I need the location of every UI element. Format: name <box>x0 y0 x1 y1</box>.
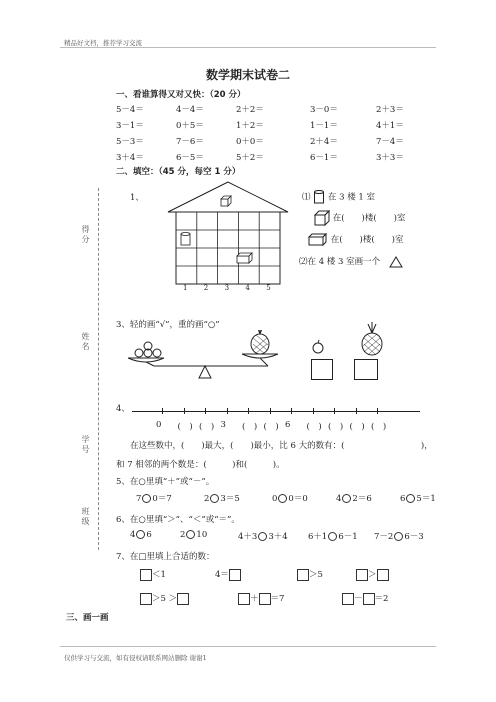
operand: 6 <box>400 494 406 504</box>
calc-problem[interactable]: 7－6＝ <box>176 137 204 147</box>
calc-problem[interactable]: 7－4＝ <box>376 137 404 147</box>
blank-box[interactable] <box>342 593 354 605</box>
calc-problem[interactable]: 1＋2＝ <box>236 121 264 131</box>
calc-problem[interactable]: 5－4＝ <box>116 105 144 115</box>
calc-problem[interactable]: 2＋4＝ <box>310 137 338 147</box>
floor-label: 2 <box>203 284 209 292</box>
operand: 10 <box>196 530 208 540</box>
apple-icon <box>311 340 325 354</box>
cube-icon <box>314 210 330 226</box>
q7-row2-item3 <box>342 592 388 605</box>
blank-box[interactable] <box>238 593 250 605</box>
circle-problem <box>374 530 424 542</box>
blank-box[interactable] <box>259 593 271 605</box>
q7-text-part: ＞5 <box>309 570 323 580</box>
q3-text: 3、轻的画“√”，重的画“○” <box>116 320 220 330</box>
answer-circle[interactable] <box>394 532 403 541</box>
q1-answer-cuboid[interactable]: 在( )楼( )室 <box>330 235 404 245</box>
calc-problem[interactable]: 6－5＝ <box>176 153 204 163</box>
calc-problem[interactable]: 6－1＝ <box>310 153 338 163</box>
floor-label: 4 <box>245 284 250 292</box>
calc-problem[interactable]: 3＋3＝ <box>376 153 404 163</box>
number-line-label[interactable]: ( ) <box>263 422 279 432</box>
margin-label-score: 得分 <box>81 225 90 245</box>
number-line-tick <box>205 408 206 414</box>
number-line-tick <box>334 408 335 414</box>
house-diagram <box>164 178 292 292</box>
answer-circle[interactable] <box>342 494 351 503</box>
answer-circle[interactable] <box>278 494 287 503</box>
q7-text-part: ＝7 <box>270 594 285 604</box>
number-line-tick <box>291 408 292 414</box>
q7-text-part: － <box>354 594 363 604</box>
number-line-label[interactable]: ( ) <box>199 422 215 432</box>
number-line-tick <box>377 408 378 414</box>
operand: 4 <box>336 494 342 504</box>
q7-text-part: 4＝ <box>215 570 229 580</box>
calc-problem[interactable]: 0＋5＝ <box>176 121 204 131</box>
footer-rule <box>60 646 436 647</box>
q1-item-3 <box>308 233 403 246</box>
blank-box[interactable] <box>140 569 152 581</box>
q7-text-part: ＜1 <box>152 570 166 580</box>
circle-problem <box>180 530 207 540</box>
operand: 4 <box>130 530 136 540</box>
q7-row1-item4 <box>356 568 389 581</box>
number-line-label[interactable]: ( ) <box>349 422 365 432</box>
blank-box[interactable] <box>140 593 152 605</box>
calc-problem[interactable]: 0＋0＝ <box>236 137 264 147</box>
q1-text: 在 3 楼 1 室 <box>327 192 376 203</box>
number-line-label[interactable]: ( ) <box>242 422 258 432</box>
cylinder-icon <box>181 233 190 246</box>
calc-problem[interactable]: 1－1＝ <box>310 121 338 131</box>
answer-circle[interactable] <box>258 532 267 541</box>
q7-text-part: ＝2 <box>374 594 389 604</box>
operand: 0＝7 <box>152 494 172 504</box>
operand: 2 <box>180 530 186 540</box>
operand: 6 <box>146 530 152 540</box>
cylinder-icon <box>313 190 325 204</box>
blank-box[interactable] <box>177 593 189 605</box>
q4-number: 4、 <box>116 404 130 414</box>
blank-box[interactable] <box>377 569 389 581</box>
operand: 0＝0 <box>288 494 308 504</box>
q7-row1-item3 <box>297 568 323 581</box>
number-line-label: 0 <box>156 420 162 430</box>
operand: 6＋1 <box>308 532 328 542</box>
number-line-tick <box>248 408 249 414</box>
cube-icon <box>221 196 231 206</box>
operand: 2 <box>204 494 210 504</box>
calc-problem[interactable]: 5＋2＝ <box>236 153 264 163</box>
number-line-label[interactable]: ( ) <box>371 422 387 432</box>
number-line-label: 3 <box>220 420 226 430</box>
q7-row1-item2 <box>215 568 241 581</box>
section1-heading: 一、看谁算得又对又快：（20 分） <box>116 90 246 100</box>
q7-row1-item1 <box>140 568 166 581</box>
number-line-label: 6 <box>285 420 291 430</box>
circle-problem <box>136 492 172 504</box>
balance-scale-diagram <box>126 330 296 382</box>
blank-box[interactable] <box>229 569 241 581</box>
q1-mark: ⑴ <box>302 192 311 203</box>
floor-label: 3 <box>224 284 230 292</box>
margin-label-name: 姓名 <box>81 332 90 352</box>
q1-number: 1、 <box>130 193 144 203</box>
margin-label-number: 学号 <box>81 435 90 455</box>
calc-problem[interactable]: 4－4＝ <box>176 105 204 115</box>
circle-problem <box>238 530 288 542</box>
margin-dashed-line <box>98 188 99 550</box>
number-line-label[interactable]: ( ) <box>177 422 193 432</box>
calc-problem[interactable]: 3－1＝ <box>116 121 144 131</box>
q1-item-1 <box>302 190 375 204</box>
calc-problem[interactable]: 2＋3＝ <box>376 105 404 115</box>
q5-text: 5、在○里填“＋”或“－”。 <box>116 477 215 487</box>
page-header: 精品好文档，推荐学习交流 <box>64 39 142 47</box>
circle-problem <box>130 530 152 540</box>
calc-problem[interactable]: 3＋4＝ <box>116 153 144 163</box>
q7-row2-item1 <box>140 592 189 605</box>
number-line-label[interactable]: ( ) <box>328 422 344 432</box>
page-title: 数学期末试卷二 <box>205 68 290 82</box>
q1-answer-cube[interactable]: 在( )楼( )室 <box>332 213 406 224</box>
answer-box-pineapple[interactable] <box>354 359 378 380</box>
calc-problem[interactable]: 5－3＝ <box>116 137 144 147</box>
number-line-label[interactable]: ( ) <box>306 422 322 432</box>
circle-problem <box>336 492 372 504</box>
operand: 4＋3 <box>238 532 258 542</box>
pineapple-icon <box>358 322 386 356</box>
answer-circle[interactable] <box>186 530 195 539</box>
answer-circle[interactable] <box>142 494 151 503</box>
number-line-tick <box>162 408 163 414</box>
cuboid-icon <box>237 253 252 263</box>
blank-box[interactable] <box>356 569 368 581</box>
operand: 5＝1 <box>416 494 436 504</box>
q7-text: 7、在□里填上合适的数： <box>116 552 215 562</box>
answer-circle[interactable] <box>136 530 145 539</box>
q1-item-2 <box>314 210 405 226</box>
number-line-tick <box>227 408 228 414</box>
section2-heading: 二、填空：（45 分，每空 1 分） <box>116 167 241 177</box>
header-rule <box>60 47 436 48</box>
q1-draw-text: ⑵在 4 楼 3 室画一个 <box>299 257 381 267</box>
calc-problem[interactable]: 3－0＝ <box>310 105 338 115</box>
q6-text: 6、在○里填“＞”、“＜”或“＝”。 <box>116 515 240 525</box>
blank-box[interactable] <box>297 569 309 581</box>
floor-label: 1 <box>183 284 188 292</box>
operand: 2＝6 <box>352 494 372 504</box>
circle-problem <box>400 492 436 504</box>
calc-problem[interactable]: 4＋1＝ <box>376 121 404 131</box>
circle-problem <box>204 492 240 504</box>
cuboid-icon <box>308 233 328 246</box>
circle-problem <box>308 530 358 542</box>
margin-label-class: 班级 <box>81 507 90 527</box>
operand: 6－1 <box>338 532 358 542</box>
operand: 6－3 <box>404 532 424 542</box>
q7-text-part: ＞5 ＞ <box>152 594 178 604</box>
triangle-icon <box>389 256 403 268</box>
calc-problem[interactable]: 2＋2＝ <box>236 105 264 115</box>
q7-text-part: ＞ <box>368 570 377 580</box>
answer-circle[interactable] <box>406 494 415 503</box>
answer-box-apple[interactable] <box>311 359 333 380</box>
operand: 0 <box>272 494 278 504</box>
operand: 7 <box>136 494 142 504</box>
number-line-tick <box>270 408 271 414</box>
operand: 7－2 <box>374 532 394 542</box>
blank-box[interactable] <box>363 593 375 605</box>
number-line-tick <box>184 408 185 414</box>
q4-line1: 在这些数中，( )最大，( )最小，比 6 大的数有：( )， <box>130 441 433 451</box>
number-line-tick <box>313 408 314 414</box>
operand: 3＋4 <box>268 532 288 542</box>
answer-circle[interactable] <box>328 532 337 541</box>
operand: 3＝5 <box>220 494 240 504</box>
circle-problem <box>272 492 308 504</box>
q7-row2-item2 <box>238 592 284 605</box>
number-line-tick <box>356 408 357 414</box>
q4-line2: 和 7 相邻的两个数是：( )和( )。 <box>116 460 285 470</box>
q7-text-part: ＋ <box>250 594 259 604</box>
q1-item-4 <box>299 255 403 268</box>
section3-heading: 三、画一画 <box>66 613 109 623</box>
floor-label: 5 <box>266 284 271 292</box>
answer-circle[interactable] <box>210 494 219 503</box>
page-footer: 仅供学习与交流，如有侵权请联系网站删除 谢谢1 <box>64 654 207 662</box>
